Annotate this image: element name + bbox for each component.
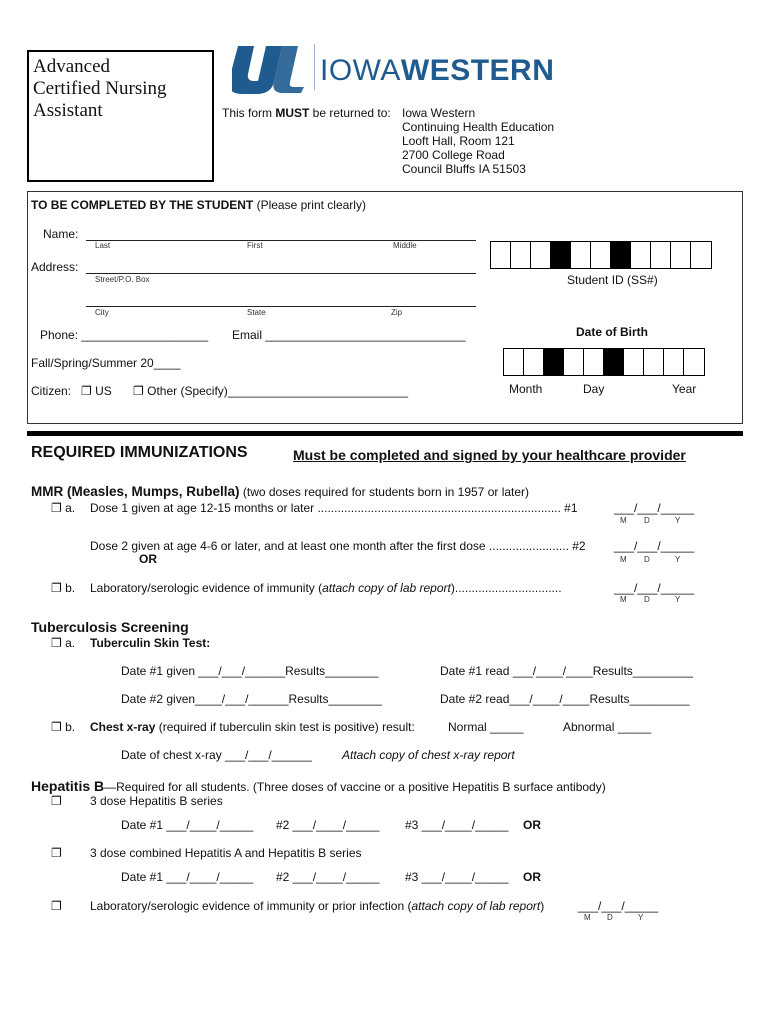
mmr-or: OR: [139, 552, 157, 566]
dob-separator-cell: [604, 349, 624, 375]
logo-word-western: WESTERN: [400, 54, 555, 87]
hepb-lab-prefix: Laboratory/serologic evidence of immunity or prior infection (: [90, 899, 412, 913]
citizen-us-option[interactable]: [81, 384, 112, 398]
mmr-lab-suffix: )................................: [450, 581, 562, 595]
mdy-m: M: [620, 555, 627, 564]
student-id-separator-cell: [611, 242, 631, 268]
hepb-heading: [31, 778, 606, 794]
checkbox-icon[interactable]: ❐: [51, 720, 62, 734]
hepb-or-1: OR: [523, 818, 541, 832]
student-id-digit-cell[interactable]: [511, 242, 531, 268]
address-sub-city: City: [95, 308, 109, 317]
student-id-digit-cell[interactable]: [691, 242, 711, 268]
mmr-lab-italic: attach copy of lab report: [322, 581, 451, 595]
tb-a-label: a.: [65, 636, 76, 650]
mmr-b-option[interactable]: [51, 581, 75, 595]
section-divider: [27, 431, 743, 436]
address-line: Continuing Health Education: [402, 120, 555, 134]
mmr-dose2: Dose 2 given at age 4-6 or later, and at least one month after the first dose ........................ #2: [90, 539, 586, 553]
tb-date1-given[interactable]: Date #1 given ___/___/______Results________: [121, 664, 379, 678]
hepb-lab-evidence: [90, 899, 544, 913]
hepb-series2-date1[interactable]: Date #1 ___/____/_____: [121, 870, 254, 884]
dob-digit-cell[interactable]: [664, 349, 684, 375]
tb-b-label: b.: [65, 720, 76, 734]
citizen-other-option[interactable]: [133, 384, 408, 398]
iowa-western-logo-mark: [232, 42, 312, 94]
hepb-lab-suffix: ): [540, 899, 545, 913]
form-title: [27, 50, 214, 182]
dob-digit-cell[interactable]: [524, 349, 544, 375]
student-header-note: (Please print clearly): [253, 198, 366, 212]
hepb-or-2: OR: [523, 870, 541, 884]
mdy-d: D: [644, 595, 650, 604]
name-sub-last: Last: [95, 241, 111, 250]
dob-digit-cell[interactable]: [624, 349, 644, 375]
dob-digit-cell[interactable]: [584, 349, 604, 375]
student-id-digit-cell[interactable]: [631, 242, 651, 268]
checkbox-icon[interactable]: ❐: [81, 384, 92, 398]
dob-label: Date of Birth: [576, 325, 648, 339]
mdy-d: D: [644, 555, 650, 564]
tb-chest-xray-bold: Chest x-ray: [90, 720, 156, 734]
mdy-m: M: [620, 595, 627, 604]
tb-chest-xray: [90, 720, 415, 734]
hepb-series1-checkbox[interactable]: [51, 794, 62, 808]
title-line-1: Advanced: [33, 56, 111, 77]
logo-divider: [314, 44, 315, 90]
phone-field[interactable]: Phone: ___________________: [40, 328, 209, 342]
email-field[interactable]: Email ______________________________: [232, 328, 466, 342]
student-id-digit-cell[interactable]: [671, 242, 691, 268]
student-section-header: [31, 198, 366, 212]
logo-wordmark: [320, 54, 554, 88]
checkbox-icon[interactable]: ❐: [133, 384, 144, 398]
mdy-y: Y: [638, 913, 644, 922]
address-line: Iowa Western: [402, 106, 476, 120]
tb-chest-xray-text: (required if tuberculin skin test is positive) result:: [155, 720, 415, 734]
mmr-dose1-date[interactable]: ___/___/_____: [614, 501, 695, 515]
hepb-series1-date2[interactable]: #2 ___/____/_____: [276, 818, 380, 832]
tb-abnormal-field[interactable]: Abnormal _____: [563, 720, 652, 734]
mdy-d: D: [644, 516, 650, 525]
name-sub-first: First: [247, 241, 263, 250]
dob-grid[interactable]: [503, 348, 705, 376]
hepb-series2-date3[interactable]: #3 ___/____/_____: [405, 870, 509, 884]
hepb-lab-date[interactable]: ___/___/_____: [578, 899, 659, 913]
logo-word-iowa: IOWA: [320, 54, 401, 87]
hepb-series1-date1[interactable]: Date #1 ___/____/_____: [121, 818, 254, 832]
term-field[interactable]: Fall/Spring/Summer 20____: [31, 356, 181, 370]
dob-digit-cell[interactable]: [644, 349, 664, 375]
return-address: [402, 106, 554, 176]
mdy-y: Y: [675, 595, 681, 604]
student-id-grid[interactable]: [490, 241, 712, 269]
address-line: 2700 College Road: [402, 148, 505, 162]
mmr-b-label: b.: [65, 581, 76, 595]
address-sub-zip: Zip: [391, 308, 403, 317]
address-sub-state: State: [247, 308, 266, 317]
hepb-note: —Required for all students. (Three doses of vaccine or a positive Hepatitis B surface antibody): [104, 780, 606, 794]
checkbox-icon[interactable]: ❐: [51, 846, 62, 860]
student-id-digit-cell[interactable]: [531, 242, 551, 268]
mdy-y: Y: [675, 516, 681, 525]
address-line: Looft Hall, Room 121: [402, 134, 515, 148]
mmr-dose2-date[interactable]: ___/___/_____: [614, 539, 695, 553]
mmr-dose1: Dose 1 given at age 12-15 months or later ......................................................................... #1: [90, 501, 578, 515]
mmr-lab-prefix: Laboratory/serologic evidence of immunity (: [90, 581, 323, 595]
hepb-series1-date3[interactable]: #3 ___/____/_____: [405, 818, 509, 832]
name-sub-middle: Middle: [393, 241, 417, 250]
tb-normal-field[interactable]: Normal _____: [448, 720, 524, 734]
tb-date1-read[interactable]: Date #1 read ___/____/____Results_________: [440, 664, 693, 678]
student-id-digit-cell[interactable]: [571, 242, 591, 268]
dob-digit-cell[interactable]: [684, 349, 704, 375]
dob-separator-cell: [544, 349, 564, 375]
student-id-digit-cell[interactable]: [491, 242, 511, 268]
return-prefix: This form: [222, 106, 276, 120]
mmr-heading: [31, 484, 529, 499]
mmr-title: MMR (Measles, Mumps, Rubella): [31, 484, 240, 499]
city-state-zip-field[interactable]: [86, 306, 476, 307]
tb-xray-date[interactable]: Date of chest x-ray ___/___/______: [121, 748, 312, 762]
address-line: Council Bluffs IA 51503: [402, 162, 526, 176]
student-header-bold: TO BE COMPLETED BY THE STUDENT: [31, 198, 254, 212]
tb-a-option[interactable]: [51, 636, 75, 650]
checkbox-icon[interactable]: ❐: [51, 636, 62, 650]
return-label: [222, 106, 391, 120]
hepb-series1-label: 3 dose Hepatitis B series: [90, 794, 223, 808]
hepb-title: Hepatitis B: [31, 778, 105, 794]
tb-heading: Tuberculosis Screening: [31, 619, 189, 635]
hepb-lab-checkbox[interactable]: [51, 899, 62, 913]
tb-b-option[interactable]: [51, 720, 75, 734]
name-label: Name:: [43, 227, 79, 241]
student-id-digit-cell[interactable]: [591, 242, 611, 268]
mmr-a-label: a.: [65, 501, 76, 515]
mmr-lab-date[interactable]: ___/___/_____: [614, 581, 695, 595]
hepb-lab-italic: attach copy of lab report: [411, 899, 541, 913]
checkbox-icon[interactable]: ❐: [51, 501, 62, 515]
immunizations-heading: REQUIRED IMMUNIZATIONS: [31, 444, 248, 461]
dob-month-label: Month: [509, 382, 543, 396]
tb-date2-read[interactable]: Date #2 read___/____/____Results_________: [440, 692, 690, 706]
mdy-m: M: [584, 913, 591, 922]
return-must: MUST: [275, 106, 310, 120]
mdy-d: D: [607, 913, 613, 922]
citizen-label: Citizen:: [31, 384, 72, 398]
citizen-us-label: US: [95, 384, 112, 398]
checkbox-icon[interactable]: ❐: [51, 581, 62, 595]
title-line-2: Certified Nursing: [33, 78, 167, 99]
tb-a-title: Tuberculin Skin Test:: [90, 636, 211, 650]
student-id-separator-cell: [551, 242, 571, 268]
title-line-3: Assistant: [33, 100, 103, 121]
street-field[interactable]: [86, 273, 476, 274]
mmr-a-option[interactable]: [51, 501, 75, 515]
tb-date2-given[interactable]: Date #2 given____/___/______Results________: [121, 692, 382, 706]
student-id-label: Student ID (SS#): [567, 273, 658, 287]
checkbox-icon[interactable]: ❐: [51, 794, 62, 808]
dob-day-label: Day: [583, 382, 605, 396]
mmr-lab-evidence: [90, 581, 562, 595]
dob-digit-cell[interactable]: [564, 349, 584, 375]
immunizations-subheading: Must be completed and signed by your healthcare provider: [293, 447, 686, 463]
dob-digit-cell[interactable]: [504, 349, 524, 375]
address-label: Address:: [31, 260, 79, 274]
mdy-m: M: [620, 516, 627, 525]
tb-xray-note: Attach copy of chest x-ray report: [342, 748, 515, 762]
hepb-series2-checkbox[interactable]: [51, 846, 62, 860]
return-suffix: be returned to:: [309, 106, 391, 120]
address-sub-street: Street/P.O. Box: [95, 275, 150, 284]
mmr-note: (two doses required for students born in 1957 or later): [239, 485, 530, 499]
hepb-series2-label: 3 dose combined Hepatitis A and Hepatitis B series: [90, 846, 362, 860]
checkbox-icon[interactable]: ❐: [51, 899, 62, 913]
dob-year-label: Year: [672, 382, 697, 396]
citizen-other-label: Other (Specify)___________________________: [147, 384, 408, 398]
hepb-series2-date2[interactable]: #2 ___/____/_____: [276, 870, 380, 884]
mdy-y: Y: [675, 555, 681, 564]
student-id-digit-cell[interactable]: [651, 242, 671, 268]
name-field[interactable]: [86, 240, 476, 241]
